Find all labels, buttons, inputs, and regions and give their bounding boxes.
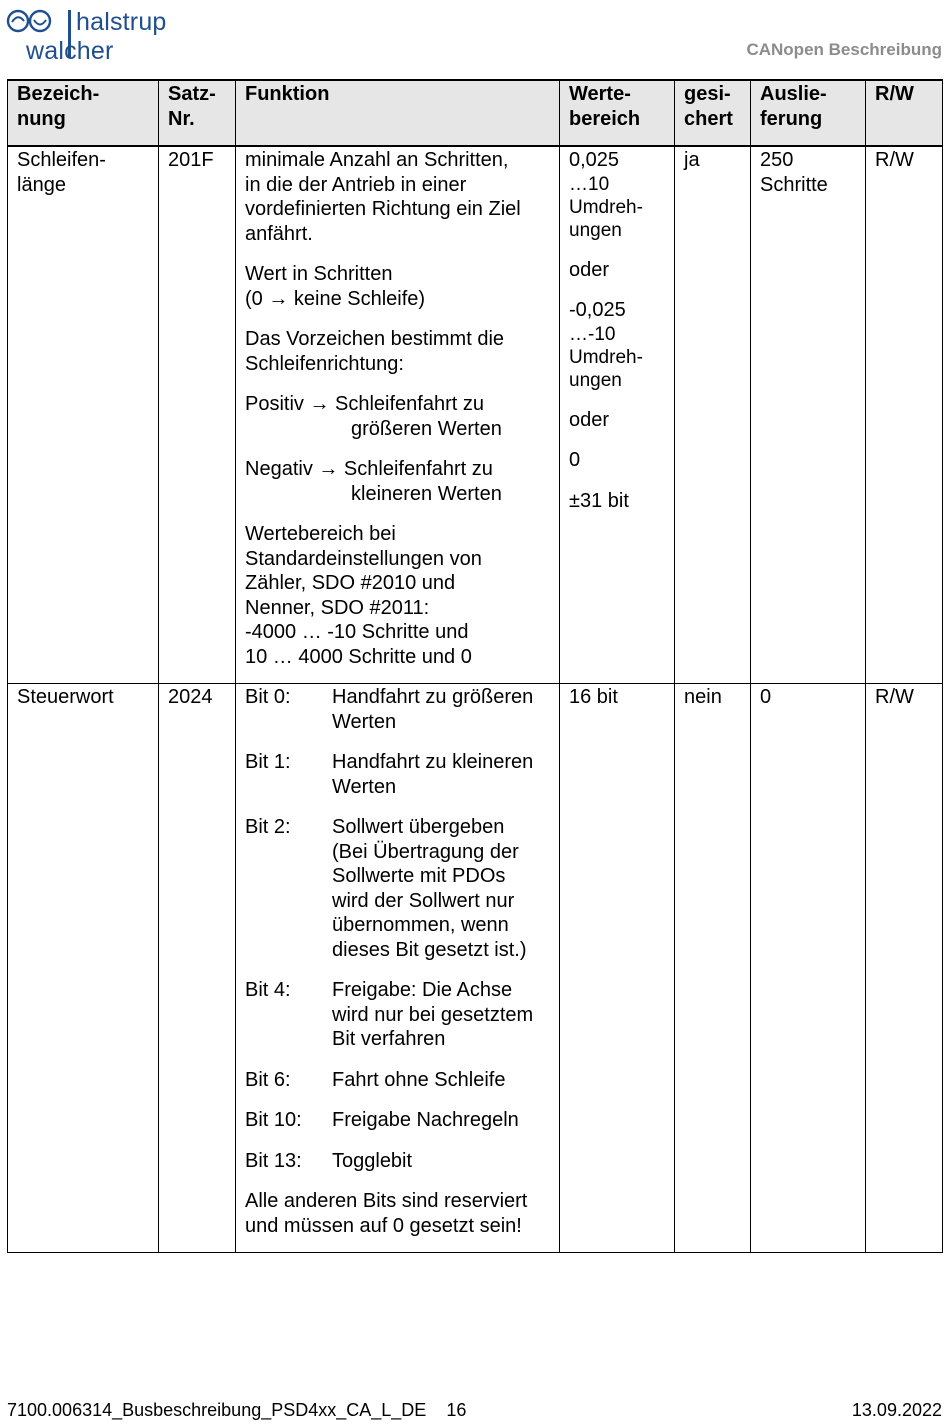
cell-rw: R/W (866, 684, 943, 1253)
range-bits: ±31 bit (569, 489, 629, 512)
parameter-table (7, 79, 943, 1253)
function-note: Alle anderen Bits sind reserviert und müssen auf 0 gesetzt sein! (245, 1190, 528, 1237)
bit-description: Bit 4: Freigabe: Die Achse wird nur bei gesetztem Bit verfahren (245, 979, 534, 1050)
range-value: -0,025 (569, 299, 626, 321)
function-text: Das Vorzeichen bestimmt die Schleifenrichtung: (245, 328, 505, 375)
function-positive: Positiv → Schleifenfahrt zu größeren Werten (245, 393, 502, 440)
function-text: Wertebereich bei Standardeinstellungen von Zähler, SDO #2010 und Nenner, SDO #2011: -4000 … -10 Schritte und 10 … 4000 Schritte und 0 (245, 523, 482, 668)
cell-nr: 2024 (159, 684, 236, 1253)
bit-description: Bit 1: Handfahrt zu kleineren Werten (245, 751, 534, 798)
table-row (8, 146, 943, 684)
column-header-rw: R/W (866, 80, 943, 146)
footer-date: 13.09.2022 (851, 1400, 942, 1420)
document-title: CANopen Beschreibung (746, 40, 942, 59)
range-or: oder (569, 258, 610, 281)
column-header-auslieferung: Auslie- ferung (751, 80, 866, 146)
bit-description: Bit 2: Sollwert übergeben (Bei Übertragung der Sollwerte mit PDOs wird der Sollwert nur übernommen, wenn dieses Bit gesetzt ist.) (245, 816, 527, 961)
footer-doc-id: 7100.006314_Busbeschreibung_PSD4xx_CA_L_DE (7, 1400, 427, 1420)
table-row (8, 684, 943, 1253)
cell-saved: ja (675, 146, 751, 684)
cell-range: 16 bit (560, 684, 675, 1253)
cell-rw: R/W (866, 146, 943, 684)
cell-default: 250 Schritte (751, 146, 866, 684)
logo-mark-icon (6, 8, 54, 34)
function-text: Wert in Schritten (0 → keine Schleife) (245, 263, 426, 310)
column-header-wertebereich: Werte- bereich (560, 80, 675, 146)
logo-text-line1: halstrup (76, 8, 167, 36)
logo-text-line2: walcher (26, 37, 114, 65)
page-number: 16 (446, 1400, 467, 1420)
range-or: oder (569, 408, 610, 431)
cell-default: 0 (751, 684, 866, 1253)
bit-description: Bit 0: Handfahrt zu größeren Werten (245, 686, 534, 733)
column-header-funktion: Funktion (236, 80, 560, 146)
function-negative: Negativ → Schleifenfahrt zu kleineren Werten (245, 458, 502, 505)
range-value: 0,025 (569, 149, 620, 171)
column-header-gesichert: gesi- chert (675, 80, 751, 146)
range-value: 0 (569, 449, 581, 471)
bit-description: Bit 13: Togglebit (245, 1149, 413, 1172)
cell-function (236, 684, 560, 1253)
function-text: minimale Anzahl an Schritten, in die der Antrieb in einer vordefinierten Richtung ein Ziel anfährt. (245, 149, 521, 245)
range-unit: …-10 Umdreh- ungen (569, 323, 643, 391)
cell-range (560, 146, 675, 684)
company-logo (6, 4, 181, 64)
bit-description: Bit 6: Fahrt ohne Schleife (245, 1068, 506, 1091)
cell-function (236, 146, 560, 684)
table-header-row (8, 80, 943, 146)
footer-document-id (7, 1400, 466, 1421)
cell-name: Steuerwort (8, 684, 159, 1253)
range-unit: …10 Umdreh- ungen (569, 173, 643, 241)
column-header-bezeichnung: Bezeich- nung (8, 80, 159, 146)
cell-saved: nein (675, 684, 751, 1253)
cell-nr: 201F (159, 146, 236, 684)
column-header-satz-nr: Satz- Nr. (159, 80, 236, 146)
bit-description: Bit 10: Freigabe Nachregeln (245, 1109, 519, 1131)
cell-name: Schleifen- länge (8, 146, 159, 684)
